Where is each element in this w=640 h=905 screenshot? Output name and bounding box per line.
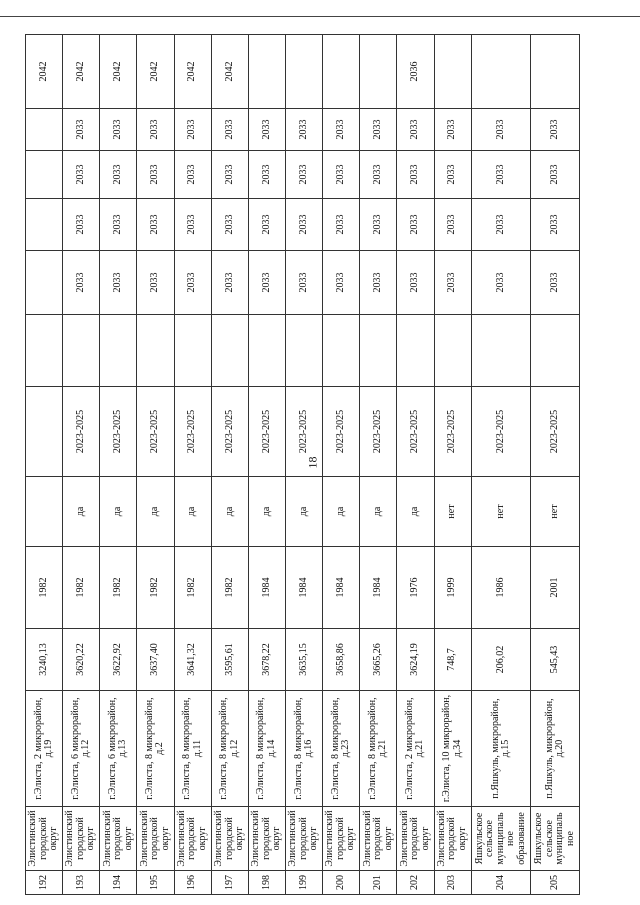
table-row: [248, 35, 285, 895]
rotated-table-container: [25, 35, 580, 895]
period-cell: 2023-2025: [248, 387, 285, 477]
year-cell-3: 2033: [63, 199, 100, 251]
year-cell-5: 2033: [285, 109, 322, 151]
year-cell-6: 2042: [211, 35, 248, 109]
year-cell-3: 2033: [434, 199, 471, 251]
year-cell-4: 2033: [531, 151, 580, 199]
year-built-cell: 1982: [211, 547, 248, 629]
year-cell-3: 2033: [285, 199, 322, 251]
flag-cell: да: [285, 477, 322, 547]
year-cell-5: 2033: [174, 109, 211, 151]
address-cell: г.Элиста, 8 микрорайон, д.12: [211, 691, 248, 807]
year-cell-6: [434, 35, 471, 109]
address-cell: г.Элиста, 6 микрорайон, д.13: [100, 691, 137, 807]
year-built-cell: 1982: [174, 547, 211, 629]
year-built-cell: 1984: [360, 547, 397, 629]
year-cell-4: 2033: [248, 151, 285, 199]
address-cell: г.Элиста, 2 микрорайон, д.21: [397, 691, 434, 807]
year-cell-5: 2033: [248, 109, 285, 151]
year-built-cell: 1982: [137, 547, 174, 629]
row-number: 201: [360, 871, 397, 895]
flag-cell: нет: [531, 477, 580, 547]
year-cell-1: [434, 315, 471, 387]
area-cell: 3658,86: [323, 629, 360, 691]
year-cell-1: [531, 315, 580, 387]
area-cell: 3678,22: [248, 629, 285, 691]
address-cell: п.Яшкуль, микрорайон, д.15: [471, 691, 531, 807]
municipality-cell: Яшкульское сельское муниципальное образование: [471, 807, 531, 871]
municipality-cell: Элистинский городской округ: [323, 807, 360, 871]
period-cell: 2023-2025: [63, 387, 100, 477]
row-number: 200: [323, 871, 360, 895]
table-row: [26, 35, 63, 895]
year-cell-1: [63, 315, 100, 387]
area-cell: 3240,13: [26, 629, 63, 691]
year-cell-2: [26, 251, 63, 315]
table-row: [360, 35, 397, 895]
row-number: 198: [248, 871, 285, 895]
year-cell-5: [26, 109, 63, 151]
area-cell: 545,43: [531, 629, 580, 691]
year-cell-2: 2033: [531, 251, 580, 315]
year-cell-5: 2033: [63, 109, 100, 151]
flag-cell: да: [63, 477, 100, 547]
area-cell: 3620,22: [63, 629, 100, 691]
year-built-cell: 1984: [285, 547, 322, 629]
page-number: 18: [305, 456, 320, 469]
year-cell-4: 2033: [137, 151, 174, 199]
municipality-cell: Элистинский городской округ: [26, 807, 63, 871]
area-cell: 3665,26: [360, 629, 397, 691]
year-cell-6: 2042: [137, 35, 174, 109]
year-built-cell: 1999: [434, 547, 471, 629]
year-cell-3: 2033: [323, 199, 360, 251]
year-cell-1: [248, 315, 285, 387]
flag-cell: да: [211, 477, 248, 547]
year-built-cell: 1976: [397, 547, 434, 629]
year-cell-2: 2033: [285, 251, 322, 315]
year-cell-3: 2033: [248, 199, 285, 251]
period-cell: 2023-2025: [397, 387, 434, 477]
year-cell-4: 2033: [360, 151, 397, 199]
address-cell: г.Элиста, 8 микрорайон, д.23: [323, 691, 360, 807]
year-cell-3: 2033: [471, 199, 531, 251]
year-cell-4: 2033: [471, 151, 531, 199]
municipality-cell: Элистинский городской округ: [100, 807, 137, 871]
address-cell: г.Элиста, 8 микрорайон, д.11: [174, 691, 211, 807]
year-cell-5: 2033: [531, 109, 580, 151]
year-cell-1: [174, 315, 211, 387]
table-body: [26, 35, 580, 895]
row-number: 199: [285, 871, 322, 895]
year-cell-1: [323, 315, 360, 387]
year-cell-4: 2033: [285, 151, 322, 199]
year-built-cell: 1986: [471, 547, 531, 629]
flag-cell: да: [397, 477, 434, 547]
address-cell: г.Элиста, 8 микрорайон, д.16: [285, 691, 322, 807]
municipality-cell: Элистинский городской округ: [248, 807, 285, 871]
year-cell-3: 2033: [174, 199, 211, 251]
row-number: 205: [531, 871, 580, 895]
year-cell-1: [285, 315, 322, 387]
year-cell-5: 2033: [100, 109, 137, 151]
area-cell: 3637,40: [137, 629, 174, 691]
period-cell: 2023-2025: [174, 387, 211, 477]
address-cell: г.Элиста, 2 микрорайон, д.19: [26, 691, 63, 807]
year-cell-5: 2033: [471, 109, 531, 151]
year-cell-1: [397, 315, 434, 387]
area-cell: 3624,19: [397, 629, 434, 691]
address-cell: г.Элиста, 10 микрорайон, д.34: [434, 691, 471, 807]
row-number: 197: [211, 871, 248, 895]
year-cell-2: 2033: [63, 251, 100, 315]
year-built-cell: 1982: [100, 547, 137, 629]
year-cell-1: [26, 315, 63, 387]
year-cell-5: 2033: [137, 109, 174, 151]
year-cell-3: 2033: [137, 199, 174, 251]
year-cell-6: 2042: [63, 35, 100, 109]
row-number: 192: [26, 871, 63, 895]
year-cell-4: 2033: [100, 151, 137, 199]
area-cell: 3622,92: [100, 629, 137, 691]
municipality-cell: Элистинский городской округ: [137, 807, 174, 871]
municipality-cell: Элистинский городской округ: [397, 807, 434, 871]
table-row: [211, 35, 248, 895]
area-cell: 3635,15: [285, 629, 322, 691]
year-cell-5: 2033: [211, 109, 248, 151]
table-row: [174, 35, 211, 895]
table-row: [100, 35, 137, 895]
period-cell: 2023-2025: [100, 387, 137, 477]
period-cell: 2023-2025: [285, 387, 322, 477]
year-built-cell: 1984: [248, 547, 285, 629]
year-built-cell: 1982: [26, 547, 63, 629]
period-cell: 2023-2025: [471, 387, 531, 477]
year-cell-1: [100, 315, 137, 387]
year-cell-4: 2033: [174, 151, 211, 199]
year-cell-5: 2033: [323, 109, 360, 151]
year-built-cell: 1984: [323, 547, 360, 629]
year-cell-6: 2036: [397, 35, 434, 109]
table-row: [137, 35, 174, 895]
row-number: 202: [397, 871, 434, 895]
row-number: 204: [471, 871, 531, 895]
table-row: [471, 35, 531, 895]
year-cell-1: [471, 315, 531, 387]
year-cell-2: 2033: [211, 251, 248, 315]
row-number: 193: [63, 871, 100, 895]
period-cell: 2023-2025: [360, 387, 397, 477]
municipality-cell: Яшкульское сельское муниципальное: [531, 807, 580, 871]
year-cell-6: [471, 35, 531, 109]
year-cell-5: 2033: [434, 109, 471, 151]
row-number: 194: [100, 871, 137, 895]
top-rule: [0, 16, 640, 17]
year-built-cell: 2001: [531, 547, 580, 629]
row-number: 195: [137, 871, 174, 895]
year-cell-4: 2033: [211, 151, 248, 199]
flag-cell: да: [100, 477, 137, 547]
year-cell-6: [248, 35, 285, 109]
flag-cell: да: [323, 477, 360, 547]
year-cell-6: 2042: [174, 35, 211, 109]
municipality-cell: Элистинский городской округ: [285, 807, 322, 871]
period-cell: [26, 387, 63, 477]
year-cell-4: 2033: [397, 151, 434, 199]
flag-cell: да: [137, 477, 174, 547]
table-row: [397, 35, 434, 895]
year-cell-5: 2033: [397, 109, 434, 151]
year-cell-2: 2033: [248, 251, 285, 315]
municipality-cell: Элистинский городской округ: [360, 807, 397, 871]
year-cell-2: 2033: [434, 251, 471, 315]
municipality-cell: Элистинский городской округ: [434, 807, 471, 871]
year-cell-6: 2042: [26, 35, 63, 109]
year-cell-2: 2033: [100, 251, 137, 315]
year-cell-4: [26, 151, 63, 199]
table-row: [63, 35, 100, 895]
flag-cell: [26, 477, 63, 547]
year-cell-1: [211, 315, 248, 387]
period-cell: 2023-2025: [211, 387, 248, 477]
table-row: [434, 35, 471, 895]
year-cell-3: 2033: [211, 199, 248, 251]
municipality-cell: Элистинский городской округ: [211, 807, 248, 871]
year-cell-5: 2033: [360, 109, 397, 151]
year-cell-2: 2033: [323, 251, 360, 315]
year-cell-1: [360, 315, 397, 387]
year-cell-6: [285, 35, 322, 109]
flag-cell: да: [360, 477, 397, 547]
table-row: [531, 35, 580, 895]
year-cell-6: [360, 35, 397, 109]
period-cell: 2023-2025: [323, 387, 360, 477]
year-cell-2: 2033: [360, 251, 397, 315]
row-number: 203: [434, 871, 471, 895]
area-cell: 748,7: [434, 629, 471, 691]
address-cell: г.Элиста, 6 микрорайон, д.12: [63, 691, 100, 807]
flag-cell: нет: [471, 477, 531, 547]
year-cell-3: 2033: [397, 199, 434, 251]
address-cell: г.Элиста, 8 микрорайон, д.21: [360, 691, 397, 807]
year-cell-3: 2033: [360, 199, 397, 251]
area-cell: 3595,61: [211, 629, 248, 691]
year-cell-1: [137, 315, 174, 387]
year-cell-3: [26, 199, 63, 251]
row-number: 196: [174, 871, 211, 895]
year-cell-2: 2033: [397, 251, 434, 315]
address-cell: п.Яшкуль, микрорайон, д.20: [531, 691, 580, 807]
address-cell: г.Элиста, 8 микрорайон, д.2: [137, 691, 174, 807]
year-built-cell: 1982: [63, 547, 100, 629]
year-cell-4: 2033: [63, 151, 100, 199]
year-cell-6: [531, 35, 580, 109]
flag-cell: да: [248, 477, 285, 547]
year-cell-6: [323, 35, 360, 109]
year-cell-3: 2033: [100, 199, 137, 251]
year-cell-2: 2033: [137, 251, 174, 315]
year-cell-3: 2033: [531, 199, 580, 251]
year-cell-2: 2033: [471, 251, 531, 315]
flag-cell: нет: [434, 477, 471, 547]
period-cell: 2023-2025: [137, 387, 174, 477]
flag-cell: да: [174, 477, 211, 547]
area-cell: 3641,32: [174, 629, 211, 691]
municipality-cell: Элистинский городской округ: [174, 807, 211, 871]
table-row: [323, 35, 360, 895]
municipality-cell: Элистинский городской округ: [63, 807, 100, 871]
year-cell-4: 2033: [434, 151, 471, 199]
period-cell: 2023-2025: [434, 387, 471, 477]
year-cell-2: 2033: [174, 251, 211, 315]
housing-table: [25, 34, 580, 895]
year-cell-6: 2042: [100, 35, 137, 109]
area-cell: 206,02: [471, 629, 531, 691]
address-cell: г.Элиста, 8 микрорайон, д.14: [248, 691, 285, 807]
year-cell-4: 2033: [323, 151, 360, 199]
period-cell: 2023-2025: [531, 387, 580, 477]
